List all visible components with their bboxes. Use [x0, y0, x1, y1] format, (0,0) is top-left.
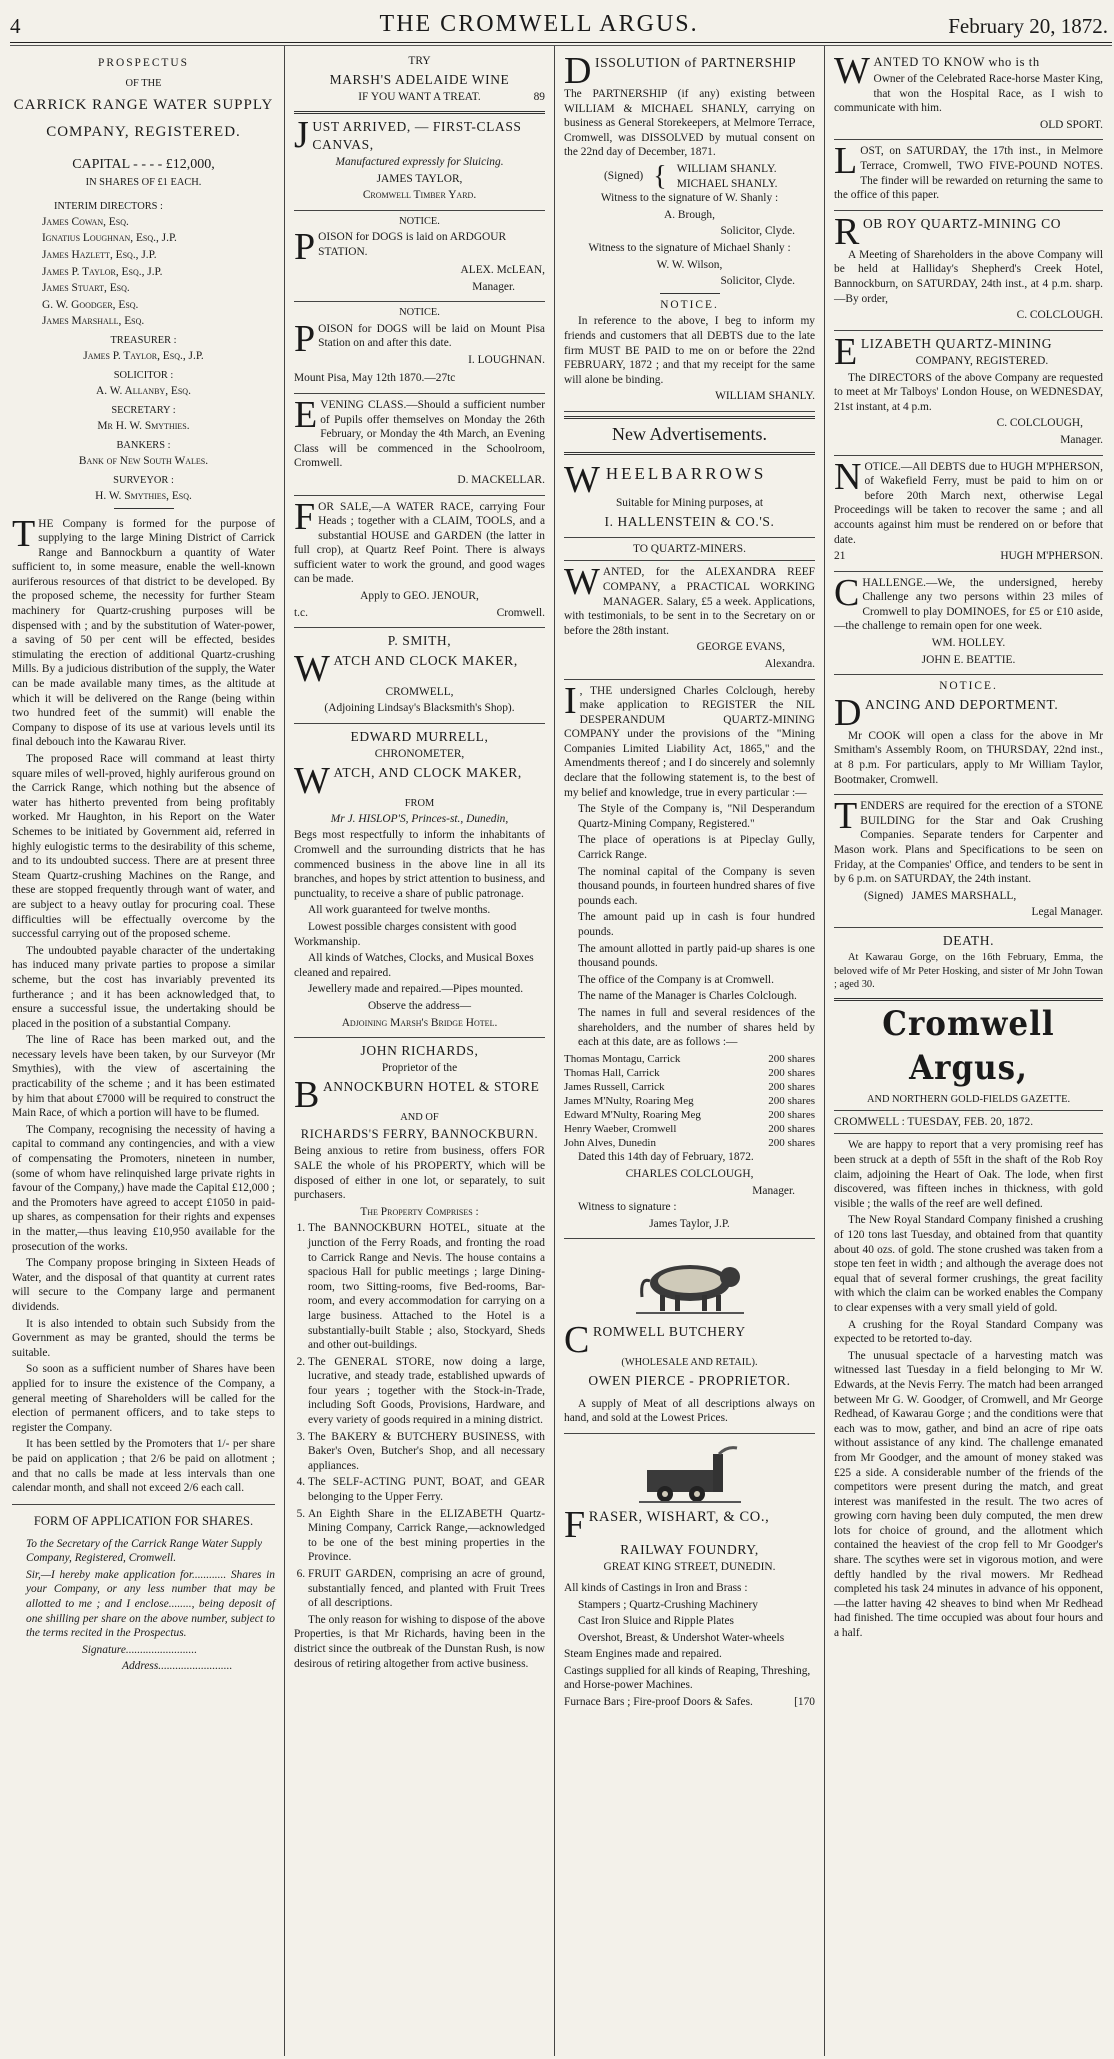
prospectus-paragraph: The line of Race has been marked out, and the necessary levels have been taken, by our Surveyor (Mr Smythies), with the view of ascertaining the practicability of the scheme ; and it has been estimated by him that about £7000 will be required to construct the Main Race, of which a portion will have to be flumed.	[12, 1034, 275, 1120]
solicitor-label: SOLICITOR :	[113, 369, 174, 381]
ad-elizabeth: ELIZABETH QUARTZ-MINING COMPANY, REGISTERED. The DIRECTORS of the above Company are requested to meet at Mr Talboys' London House, on WEDNESDAY, 21st instant, at 4 p.m. C. COLCLOUGH, Manager.	[834, 331, 1103, 456]
list-item: 4. The SELF-ACTING PUNT, BOAT, and GEAR belonging to the Upper Ferry.	[308, 1475, 545, 1504]
divider	[660, 293, 720, 294]
murrell-body: Begs most respectfully to inform the inhabitants of Cromwell and the surrounding districts that he has commenced business in the above line in all its branches, and hopes by strict attention to business, and punctuality, to receive a share of public patronage.	[294, 829, 545, 900]
murrell-address: Adjoining Marsh's Bridge Hotel.	[341, 1016, 498, 1029]
marsh-name: MARSH'S ADELAIDE WINE	[329, 71, 510, 87]
flag-title: Cromwell Argus,	[882, 1004, 1055, 1088]
richards-body: Being anxious to retire from business, offers FOR SALE the whole of his PROPERTY, which will be disposed of either in one lot, or separately, to suit purchasers.	[294, 1145, 545, 1202]
smith-town: CROMWELL,	[385, 685, 454, 698]
director: James Cowan, Esq.	[42, 215, 129, 228]
secretary: Mr H. W. Smythies.	[97, 420, 190, 433]
list-item: 6. FRUIT GARDEN, comprising an acre of ground, substantially fenced, and planted with Fruit Trees of all descriptions.	[308, 1567, 545, 1611]
list-item: The amount paid up in cash is four hundred pounds.	[578, 911, 815, 939]
notice-body: In reference to the above, I beg to inform my friends and customers that all DEBTS due to the late firm MUST BE PAID to me on or before the 22nd FEBRUARY, 1872 ; and that my receipt for the same will alone be binding.	[564, 315, 815, 386]
column-1	[10, 46, 285, 2056]
wheel-headline: HEELBARROWS	[605, 463, 767, 483]
engine-illustration	[635, 1442, 745, 1504]
taylor-yard: Cromwell Timber Yard.	[362, 189, 477, 202]
list-item: The Style of the Company is, "Nil Desperandum Quartz-Mining Company, Registered."	[578, 803, 815, 830]
list-item: Overshot, Breast, & Undershot Water-wheels	[578, 1631, 785, 1644]
murrell-trade: ATCH, AND CLOCK MAKER,	[333, 764, 522, 780]
ad-fraser-wishart: FRASER, WISHART, & CO., RAILWAY FOUNDRY, GREAT KING STREET, DUNEDIN. All kinds of Castings in Iron and Brass : Stampers ; Quartz-Crushing Machinery Cast Iron Sluice and Ripple Plates Overshot, Breast, & Undershot Water-wheels Steam Engines made and repaired. Castings supplied for all kinds of Reaping, Threshing, and Horse-power Machines. Furnace Bars ; Fire-proof Doors & Safes. [170	[564, 1434, 815, 1717]
director: James Hazlett, Esq., J.P.	[42, 249, 157, 261]
new-advertisements-heading: New Advertisements.	[612, 423, 767, 444]
table-row: Henry Waeber, Cromwell 200 shares	[564, 1123, 815, 1136]
ad-number: [170	[794, 1696, 815, 1709]
flag-subtitle: AND NORTHERN GOLD-FIELDS GAZETTE.	[866, 1093, 1071, 1105]
ad-tenders: TENDERS are required for the erection of a STONE BUILDING for the Star and Oak Crushing Companies. Separate tenders for Carpenter and Mason work. Plans and Specifications to be seen on Friday, at the Companies' Office, and tenders to be sent in by 6 p.m. on SATURDAY, the 24th instant. (Signed) JAMES MARSHALL, Legal Manager.	[834, 795, 1103, 928]
richards-ferry: RICHARDS'S FERRY, BANNOCKBURN.	[300, 1127, 539, 1142]
signatory: D. MACKELLAR.	[457, 473, 545, 486]
director: James Marshall, Esq.	[42, 315, 145, 328]
editorial-paragraph: We are happy to report that a very promising reef has been struck at a depth of 55ft in the shaft of the Rob Roy claim, adjoining the Heart of Oak. The lode, when first discovered, was fifteen inches in thickness, with gold visible ; the walls of the reef are well defined.	[834, 1139, 1103, 1210]
poison-notice-text: OISON for DOGS will be laid on Mount Pisa Station on and after this date.	[318, 322, 545, 350]
ad-wheelbarrows: WHEELBARROWS Suitable for Mining purposes, at I. HALLENSTEIN & CO.'S.	[564, 459, 815, 538]
editorial-flag	[834, 1001, 1103, 1134]
column-4	[825, 46, 1112, 2056]
ad-edward-murrell: EDWARD MURRELL, CHRONOMETER, WATCH, AND CLOCK MAKER, FROM Mr J. HISLOP'S, Princes-st., Dunedin, Begs most respectfully to inform the inhabitants of Cromwell and the surrounding districts that he has commenced business in the above line in all its branches, and hopes by strict attention to business, and punctuality, to receive a share of public patronage. All work guaranteed for twelve months. Lowest possible charges consistent with good Workmanship. All kinds of Watches, Clocks, and Musical Boxes cleaned and repaired. Jewellery made and repaired.—Pipes mounted. Observe the address— Adjoining Marsh's Bridge Hotel.	[294, 724, 545, 1038]
director: G. W. Goodger, Esq.	[42, 298, 139, 311]
signatory: ALEX. McLEAN,	[460, 264, 545, 277]
treasurer-label: TREASURER :	[110, 334, 177, 346]
fraser-headline: RASER, WISHART, & CO.,	[588, 1509, 770, 1526]
prospectus-of: OF THE	[125, 77, 162, 89]
columns	[10, 45, 1112, 2056]
bankers-label: BANKERS :	[116, 439, 171, 451]
table-row: Thomas Hall, Carrick 200 shares	[564, 1066, 815, 1079]
notice-label: NOTICE.	[399, 215, 440, 227]
butchery-body: A supply of Meat of all descriptions always on hand, and sold at the Lowest Prices.	[564, 1397, 815, 1425]
solicitor: A. W. Allanby, Esq.	[96, 385, 191, 398]
taylor-name: JAMES TAYLOR,	[376, 172, 463, 185]
rob-roy-headline: OB ROY QUARTZ-MINING CO	[862, 215, 1062, 231]
richards-hotel: ANNOCKBURN HOTEL & STORE	[322, 1079, 540, 1095]
editorial-paragraph: The unusual spectacle of a harvesting match was witnessed last Tuesday in a field belonging to Mr W. Edwards, at the Nevis Ferry. The match had been arranged between Mr G. W. Goodger, of Cromwell, and Mr George Redhead, of Kawarau Gorge ; and the conditions were that each was to mow, gather, and bind an acre of ripe oats without assistance of any kind. The challenge emanated from Mr Goodger, and the amount of money staked was £25 a side. A considerable number of the friends of the competitors were present during the match, and great interest was manifested in the result. The two acres of growing corn having been duly computed, the men drew lots for choice of ground, and the allotment which contained the heaviest of the crop fell to Mr Goodger's share. The scythes were set in vigorous motion, and were deftly handled by the rival mowers. Mr Redhead completed his task 24 minutes in advance of his opponent,—the latter having 42 sheaves to bind when Mr Redhead had finished. The time occupied was about four hours and a half.	[834, 1349, 1103, 1640]
director: James P. Taylor, Esq., J.P.	[42, 265, 163, 278]
list-item: Stampers ; Quartz-Crushing Machinery	[578, 1598, 758, 1611]
prospectus-label: PROSPECTUS	[98, 57, 189, 69]
list-item: The nominal capital of the Company is seven thousand pounds, in fourteen hundred shares of five pounds each.	[578, 865, 815, 907]
form-address: Address..........................	[122, 1660, 233, 1673]
notice-label: NOTICE.	[660, 298, 719, 311]
taylor-headline: UST ARRIVED, — FIRST-CLASS CANVAS,	[312, 119, 522, 152]
surveyor-label: SURVEYOR :	[113, 474, 174, 486]
evening-class-text: VENING CLASS.—Should a sufficient number of Pupils offer themselves on Monday the 26th February, or Monday the 4th March, an Evening Class will be commenced in the Schoolroom, Cromwell.	[294, 398, 545, 470]
directors-label: INTERIM DIRECTORS :	[54, 200, 163, 212]
column-2	[285, 46, 555, 2056]
richards-name: JOHN RICHARDS,	[360, 1043, 479, 1059]
dancing-headline: ANCING AND DEPORTMENT.	[865, 696, 1059, 712]
editorial-paragraph: A crushing for the Royal Standard Company was expected to be retorted to-day.	[834, 1318, 1103, 1346]
editorial-dateline: CROMWELL : TUESDAY, FEB. 20, 1872.	[834, 1115, 1034, 1128]
smith-location: (Adjoining Lindsay's Blacksmith's Shop).	[324, 702, 515, 715]
taylor-subline: Manufactured expressly for Sluicing.	[335, 155, 504, 168]
list-item: The office of the Company is at Cromwell.	[578, 973, 774, 986]
list-item: The name of the Manager is Charles Colclough.	[578, 990, 797, 1003]
marsh-line: IF YOU WANT A TREAT. 89	[358, 90, 545, 103]
marsh-try: TRY	[408, 55, 431, 67]
paper-title: THE CROMWELL ARGUS.	[379, 11, 699, 38]
property-list	[294, 1221, 545, 1610]
ad-challenge: CHALLENGE.—We, the undersigned, hereby Challenge any two persons within 23 miles of Cromwell to play DOMINOES, for £5 or £10 aside,—the challenge to remain open for one week. WM. HOLLEY. JOHN E. BEATTIE.	[834, 572, 1103, 676]
shareholders-table	[564, 1052, 815, 1151]
form-to: To the Secretary of the Carrick Range Water Supply Company, Registered, Cromwell.	[26, 1537, 263, 1565]
issue-date: February 20, 1872.	[948, 14, 1108, 39]
director: Ignatius Loughnan, Esq., J.P.	[42, 232, 177, 245]
capital: CAPITAL - - - - £12,000,	[72, 157, 215, 173]
table-row: Edward M'Nulty, Roaring Meg 200 shares	[564, 1109, 815, 1122]
ad-cromwell-butchery: CROMWELL BUTCHERY (WHOLESALE AND RETAIL). OWEN PIERCE - PROPRIETOR. A supply of Meat of all descriptions always on hand, and sold at the Lowest Prices.	[564, 1239, 815, 1434]
ad-rob-roy: ROB ROY QUARTZ-MINING CO A Meeting of Shareholders in the above Company will be held at Halliday's Shepherd's Creek Hotel, Bannockburn, on SATURDAY, 24th inst., at 4 p.m. sharp.—By order, C. COLCLOUGH.	[834, 211, 1103, 331]
elizabeth-headline: LIZABETH QUARTZ-MINING	[860, 335, 1053, 351]
dissolution-body: The PARTNERSHIP (if any) existing between WILLIAM & MICHAEL SHANLY, carrying on business as General Storekeepers, at Melmore Terrace, Cromwell, was DISSOLVED by mutual consent on the 22nd day of December, 1871.	[564, 88, 815, 159]
sale-apply: Apply to GEO. JENOUR,	[360, 590, 479, 603]
ad-dissolution: DISSOLUTION of PARTNERSHIP The PARTNERSHIP (if any) existing between WILLIAM & MICHAEL SHANLY, carrying on business as General Storekeepers, at Melmore Terrace, Cromwell, was DISSOLVED by mutual consent on the 22nd day of December, 1871. (Signed) { WILLIAM SHANLY. MICHAEL SHANLY. Witness to the signature of W. Shanly : A. Brough, Solicitor, Clyde. Witness to the signature of Michael Shanly : W. W. Wilson, Solicitor, Clyde. NOTICE. In reference to the above, I beg to inform my friends and customers that all DEBTS due to the late firm MUST BE PAID to me on or before the 22nd FEBRUARY, 1872 ; and that my receipt for the same will alone be binding. WILLIAM SHANLY.	[564, 50, 815, 412]
section-header	[564, 416, 815, 455]
divider	[114, 508, 174, 509]
wheel-firm: I. HALLENSTEIN & CO.'S.	[604, 513, 775, 529]
wtk-headline: ANTED TO KNOW who is th	[873, 55, 1040, 69]
murrell-from: Mr J. HISLOP'S, Princes-st., Dunedin,	[330, 812, 509, 825]
ad-marsh-wine	[294, 50, 545, 114]
form-body: Sir,—I hereby make application for............ Shares in your Company, or any less number that may be allotted to me ; and I enclose........, being deposit of one shilling per share on the above number, subject to the terms recited in the Prospectus.	[26, 1568, 275, 1640]
sale-text: OR SALE,—A WATER RACE, carrying Four Heads ; together with a CLAIM, TOOLS, and a substantial HOUSE and GARDEN (the latter in full crop), at Quartz Reef Point. There is always sufficient water to work the ground, and good wages can be made.	[294, 500, 545, 586]
ox-illustration	[630, 1247, 750, 1319]
section-title: TO QUARTZ-MINERS.	[632, 542, 746, 555]
treasurer: James P. Taylor, Esq., J.P.	[83, 350, 204, 363]
ad-lost-notes: LOST, on SATURDAY, the 17th inst., in Melmore Terrace, Cromwell, TWO FIVE-POUND NOTES. The finder will be rewarded on returning the same to the office of this paper.	[834, 140, 1103, 210]
signatory-role: Manager.	[472, 280, 515, 293]
list-item: The amount allotted in partly paid-up shares is one thousand pounds.	[578, 942, 815, 970]
prospectus-paragraph: It has been settled by the Promoters that 1/- per share be paid on application ; that 2/6 be paid on allotment ; and that no calls be made at less intervals than one calendar month, and shall not exceed 2/6 each call.	[12, 1438, 275, 1495]
death-notice: DEATH. At Kawarau Gorge, on the 16th February, Emma, the beloved wife of Mr Peter Hosking, and sister of Mr John Towan ; aged 30.	[834, 928, 1103, 1001]
table-row: James M'Nulty, Roaring Meg 200 shares	[564, 1095, 815, 1107]
company-name-1: CARRICK RANGE WATER SUPPLY	[13, 96, 274, 113]
ad-evening-class: EVENING CLASS.—Should a sufficient number of Pupils offer themselves on Monday the 26th February, or Monday the 4th March, an Evening Class will be commenced in the Schoolroom, Cromwell. D. MACKELLAR.	[294, 394, 545, 496]
prospectus-paragraph: THE Company is formed for the purpose of supplying to the large Mining District of Carrick Range and Bannockburn a quantity of Water sufficient to, in some measure, enable the well-known auriferous resources of that district to be developed. By the proposed scheme, the necessity for further Steam machinery for Quartz-crushing purposes will be dispensed with ; and by the substitution of Water-power, a saving of 50 per cent will be effected, besides stimulating the erection of additional Quartz-crushing Mills. By a judicious distribution of the supply, the Water can be made available many times, as the altitude at which it will be delivered on the Range (being within two hundred feet of the summit) will enable the Company to dispose of its use at various levels until its final debouch into the Kawarau River.	[12, 512, 275, 749]
prospectus	[12, 56, 275, 1674]
table-row: James Russell, Carrick 200 shares	[564, 1080, 815, 1093]
prospectus-paragraph: The undoubted payable character of the undertaking has induced many private parties to propose a similar scheme, but the cost has invariably prevented its furtherance ; and it has been acknowledged that, to ensure a successful issue, the undertaking should be placed in the position of a substantial Company.	[12, 944, 275, 1030]
column-3	[555, 46, 825, 2056]
table-row: Thomas Montagu, Carrick 200 shares	[564, 1052, 815, 1065]
smith-trade: ATCH AND CLOCK MAKER,	[333, 652, 518, 668]
ad-john-richards: JOHN RICHARDS, Proprietor of the BANNOCKBURN HOTEL & STORE AND OF RICHARDS'S FERRY, BANNOCKBURN. Being anxious to retire from business, offers FOR SALE the whole of his PROPERTY, which will be disposed of either in one lot, or separately, to suit purchasers. The Property Comprises : 1. The BANNOCKBURN HOTEL, situate at the junction of the Ferry Roads, and fronting the road to Carrick Range and Nevis. The house contains a spacious Hall for public meetings ; large Dining-room, two Sitting-rooms, five Bed-rooms, Bar-room, and every accommodation for carrying on a large business. Attached to the Hotel is a substantially-built Stable ; also, Stockyard, Sheds and other out-buildings. 2. The GENERAL STORE, now doing a large, lucrative, and steady trade, established upwards of four years ; together with the Stock-in-Trade, including Soft Goods, Provisions, Hardware, and every variety of goods required in a mining district. 3. The BAKERY & BUTCHERY BUSINESS, with Baker's Oven, Butcher's Shop, and all necessary appliances. 4. The SELF-ACTING PUNT, BOAT, and GEAR belonging to the Upper Ferry. 5. An Eighth Share in the ELIZABETH Quartz-Mining Company, Carrick Range,—acknowledged to be one of the best mining properties in the Province. 6. FRUIT GARDEN, comprising an acre of ground, substantially fenced, and planted with Fruit Trees of all descriptions. The only reason for wishing to dispose of the above Properties, is that Mr Richards, having been in the district since the outbreak of the Dunstan Rush, is now desirous of retiring altogether from active business.	[294, 1038, 545, 1678]
directors-list	[12, 215, 275, 329]
ad-number: 89	[533, 90, 545, 103]
murrell-name: EDWARD MURRELL,	[350, 728, 489, 744]
table-row: John Alves, Dunedin 200 shares	[564, 1137, 815, 1150]
ad-quartz-miners: TO QUARTZ-MINERS. WANTED, for the ALEXANDRA REEF COMPANY, a PRACTICAL WORKING MANAGER. Salary, £5 a week. Applications, with testimonials, to be sent in to the Secretary on or before the 28th instant. GEORGE EVANS, Alexandra.	[564, 538, 815, 680]
list-item: 5. An Eighth Share in the ELIZABETH Quartz-Mining Company, Carrick Range,—acknowledged to be one of the best mining properties in the Province.	[308, 1507, 545, 1565]
butchery-owner: OWEN PIERCE - PROPRIETOR.	[588, 1372, 791, 1388]
list-item: 1. The BANNOCKBURN HOTEL, situate at the junction of the Ferry Roads, and fronting the road to Carrick Range and Nevis. The house contains a spacious Hall for public meetings ; large Dining-room, two Sitting-rooms, five Bed-rooms, Bar-room, and every accommodation for carrying on a large business. Attached to the Hotel is a substantially-built Stable ; also, Stockyard, Sheds and other out-buildings.	[308, 1221, 545, 1352]
richards-reason: The only reason for wishing to dispose of the above Properties, is that Mr Richards, having been in the district since the outbreak of the Dunstan Rush, is now desirous of retiring altogether from active business.	[294, 1613, 545, 1670]
form-title: FORM OF APPLICATION FOR SHARES.	[33, 1513, 254, 1528]
drop-cap: T	[12, 512, 36, 555]
masthead	[10, 6, 1112, 43]
ad-water-race-sale: FOR SALE,—A WATER RACE, carrying Four Heads ; together with a CLAIM, TOOLS, and a substantial HOUSE and GARDEN (the latter in full crop), at Quartz Reef Point. There is always sufficient water to work the ground, and good wages can be made. Apply to GEO. JENOUR, t.c. Cromwell.	[294, 496, 545, 629]
prospectus-paragraph: The Company, recognising the necessity of having a capital to command any contingencies, and with a view of compensating the Promoters, nineteen in number, (some of whom have relinquished large private rights in favour of the Company,) have made the Capital £12,000 ; and the Promoters have agreed to accept £1050 in paid-up shares, as compensation for their rights and expenses in the matter,—thus leaving £10,950 available for the prosecution of the works.	[12, 1123, 275, 1253]
prospectus-paragraph: The Company propose bringing in Sixteen Heads of Water, and the disposal of that quantity at current rates will secure to the Company large and permanent dividends.	[12, 1257, 275, 1313]
smith-name: P. SMITH,	[387, 633, 452, 649]
dissolution-headline: ISSOLUTION of PARTNERSHIP	[595, 55, 797, 70]
director: James Stuart, Esq.	[42, 282, 130, 295]
registration-body: , THE undersigned Charles Colclough, hereby make application to REGISTER the NIL DESPERANDUM QUARTZ-MINING COMPANY under the provisions of the "Mining Companies Limited Liability Act, 1865," and the Amendments thereof ; and I do sincerely and solemnly declare that the following statement is, to the best of my belief and knowledge, true in every particular :—	[564, 684, 815, 799]
surveyor: H. W. Smythies, Esq.	[95, 489, 192, 502]
wanted-body: ANTED, for the ALEXANDRA REEF COMPANY, a PRACTICAL WORKING MANAGER. Salary, £5 a week. Applications, with testimonials, to be sent in to the Secretary on or before the 28th instant.	[564, 566, 815, 637]
ad-hugh-mpherson: NOTICE.—All DEBTS due to HUGH M'PHERSON, of Wakefield Ferry, must be paid to him on or before 20th March next, otherwise Legal Proceedings will be taken to recover the same ; and all accounts against him must be rendered on or before that date. 21 HUGH M'PHERSON.	[834, 456, 1103, 572]
form-signature: Signature.........................	[82, 1643, 198, 1656]
prospectus-paragraph: So soon as a sufficient number of Shares have been applied for to insure the existence of the Company, a general meeting of Shareholders will be called for the election of permanent officers, and to take steps to register the Company.	[12, 1363, 275, 1434]
company-name-2: COMPANY, REGISTERED.	[46, 124, 241, 141]
editorial-paragraph: The New Royal Standard Company finished a crushing of 120 tons last Tuesday, and obtained from that quantity about 40 ozs. of gold. The stone crushed was taken from a stope ten feet in width ; and although the average does not equal that of several former crushings, the great facility with which the claim can be worked enables the Company to clear expenses with a very small yield of gold.	[834, 1214, 1103, 1314]
ad-taylor-canvas: JUST ARRIVED, — FIRST-CLASS CANVAS, Manufactured expressly for Sluicing. JAMES TAYLOR, Cromwell Timber Yard.	[294, 114, 545, 210]
ad-p-smith: P. SMITH, WATCH AND CLOCK MAKER, CROMWELL, (Adjoining Lindsay's Blacksmith's Shop).	[294, 628, 545, 723]
list-item: Cast Iron Sluice and Ripple Plates	[578, 1615, 734, 1628]
notice-date: Mount Pisa, May 12th 1870.—27tc	[294, 372, 456, 385]
editorial	[834, 1138, 1103, 1640]
secretary-label: SECRETARY :	[111, 404, 176, 416]
signatory: WILLIAM SHANLY.	[715, 390, 815, 403]
notice-label: NOTICE.	[399, 307, 440, 319]
ad-dancing: NOTICE. DANCING AND DEPORTMENT. Mr COOK will open a class for the above in Mr Smitham's Assembly Room, on THURSDAY, 22nd inst., at 8 p.m. For particulars, apply to Mr William Taylor, Bootmaker, Cromwell.	[834, 675, 1103, 795]
ad-poison-pisa: NOTICE. POISON for DOGS will be laid on Mount Pisa Station on and after this date. I. LOUGHNAN. Mount Pisa, May 12th 1870.—27tc	[294, 302, 545, 394]
list-item: The place of operations is at Pipeclay Gully, Carrick Range.	[578, 834, 815, 862]
bankers: Bank of New South Wales.	[78, 455, 209, 467]
page-number: 4	[10, 14, 21, 39]
signatory: I. LOUGHNAN.	[468, 353, 545, 366]
brace: {	[653, 160, 667, 192]
list-item: 2. The GENERAL STORE, now doing a large, lucrative, and steady trade, established upwards of four years ; together with the Stock-in-Trade, including Soft Goods, Provisions, Hardware, and every variety of goods required in a mining district.	[308, 1355, 545, 1428]
list-item: 3. The BAKERY & BUTCHERY BUSINESS, with Baker's Oven, Butcher's Shop, and all necessary appliances.	[308, 1430, 545, 1474]
prospectus-paragraph: It is also intended to obtain such Subsidy from the Government as may be granted, should the terms be suitable.	[12, 1317, 275, 1359]
murrell-title: CHRONOMETER,	[374, 747, 465, 760]
ad-wanted-to-know: WANTED TO KNOW who is th Owner of the Celebrated Race-horse Master King, that won the Hospital Race, as I wish to communicate with him. OLD SPORT.	[834, 50, 1103, 140]
prospectus-paragraph: The proposed Race will command at least thirty square miles of well-proved, highly auriferous ground on the Carrick Range, which nothing but the absence of water has hitherto prevented from being profitably worked. Mr Haughton, in his Report on the Water Schemes to be initiated by Government aid, referred in highly eulogistic terms to the desirability of this scheme, and to its undoubted success. There are at present three Steam Quartz-crushing Machines on the Range, and these are stopped frequently through want of water, and are subject to a heavy outlay for procuring coal. These difficulties will be effectually overcome by the successful carrying out of the proposed scheme.	[12, 753, 275, 941]
poison-notice-text: OISON for DOGS is laid on ARDGOUR STATION.	[318, 231, 507, 258]
shares-each: IN SHARES OF £1 EACH.	[85, 177, 202, 189]
ad-nil-desperandum: I , THE undersigned Charles Colclough, hereby make application to REGISTER the NIL DESPERANDUM QUARTZ-MINING COMPANY under the provisions of the "Mining Companies Limited Liability Act, 1865," and the Amendments thereof ; and I do sincerely and solemnly declare that the following statement is, to the best of my belief and knowledge, true in every particular :— The Style of the Company is, "Nil Desperandum Quartz-Mining Company, Registered." The place of operations is at Pipeclay Gully, Carrick Range. The nominal capital of the Company is seven thousand pounds, in fourteen hundred shares of five pounds each. The amount paid up in cash is four hundred pounds. The amount allotted in partly paid-up shares is one thousand pounds. The office of the Company is at Cromwell. The name of the Manager is Charles Colclough. The names in full and several residences of the shareholders, and the number of shares held by each at this date, are as follows :— Thomas Montagu, Carrick 200 shares Thomas Hall, Carrick 200 shares James Russell, Carrick 200 shares James M'Nulty, Roaring Meg 200 shares Edward M'Nulty, Roaring Meg 200 shares Henry Waeber, Cromwell 200 shares John Alves, Dunedin 200 shares Dated this 14th day of February, 1872. CHARLES COLCLOUGH, Manager. Witness to signature : James Taylor, J.P.	[564, 680, 815, 1240]
divider	[12, 1504, 275, 1505]
ad-poison-ardgour: NOTICE. POISON for DOGS is laid on ARDGOUR STATION. ALEX. McLEAN, Manager.	[294, 211, 545, 303]
butchery-headline: ROMWELL BUTCHERY	[592, 1324, 746, 1340]
list-item: The names in full and several residences of the shareholders, and the number of shares held by each at this date, are as follows :—	[578, 1006, 815, 1049]
